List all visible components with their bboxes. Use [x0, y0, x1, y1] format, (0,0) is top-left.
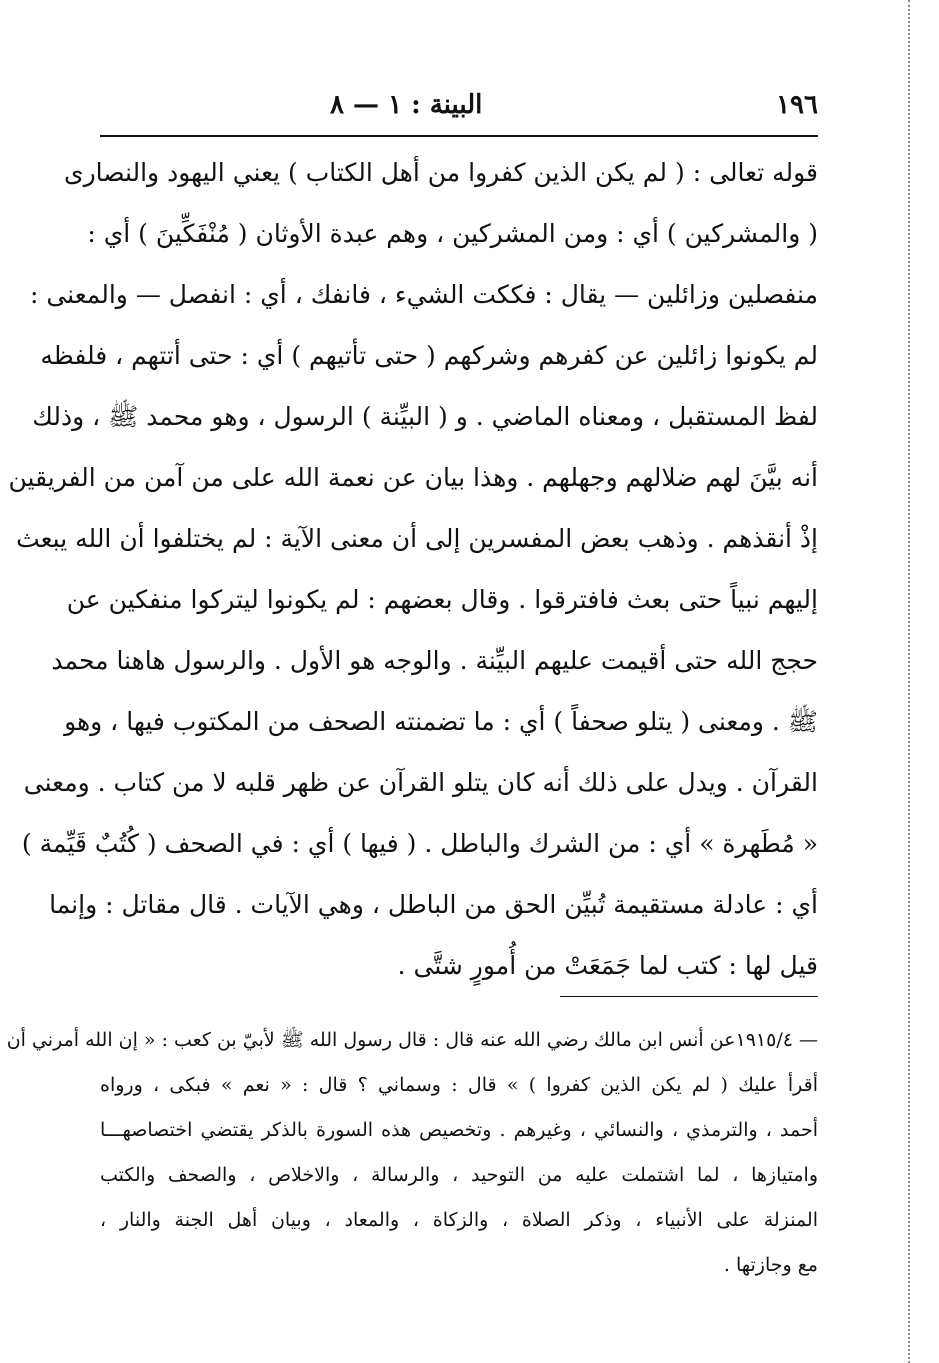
page-header	[100, 90, 818, 130]
text-line: لم يكونوا زائلين عن كفرهم وشركهم ( حتى تأتيهم ) أي : حتى أتتهم ، فلفظه	[40, 341, 818, 370]
text-line: القرآن . ويدل على ذلك أنه كان يتلو القرآن عن ظهر قلبه لا من كتاب . ومعنى	[23, 768, 818, 797]
text-line: « مُطَهرة » أي : من الشرك والباطل . ( فيها ) أي : في الصحف ( كُتُبٌ قَيِّمة )	[21, 829, 818, 858]
text-line: قيل لها : كتب لما جَمَعَتْ من أُمورٍ شتَّى .	[397, 951, 818, 980]
running-head: البينة : ١ — ٨	[330, 90, 483, 120]
text-line: ( والمشركين ) أي : ومن المشركين ، وهم عبدة الأوثان ( مُنْفَكِّينَ ) أي :	[87, 219, 818, 248]
text-line: إذْ أنقذهم . وذهب بعض المفسرين إلى أن معنى الآية : لم يختلفوا أن الله يبعث	[16, 524, 818, 553]
header-rule	[100, 135, 818, 137]
footnote-line: — ١٩١٥/٤عن أنس ابن مالك رضي الله عنه قال : قال رسول الله ﷺ لأبيّ بن كعب : « إن الله أمرني أن	[6, 1029, 818, 1051]
main-text	[8, 142, 818, 996]
text-line: لفظ المستقبل ، ومعناه الماضي . و ( البيِّنة ) الرسول ، وهو محمد ﷺ ، وذلك	[32, 402, 818, 431]
text-line: أنه بيَّنَ لهم ضلالهم وجهلهم . وهذا بيان عن نعمة الله على من آمن من الفريقين	[8, 463, 818, 492]
footnote-line: أحمد ، والترمذي ، والنسائي ، وغيرهم . وتخصيص هذه السورة بالذكر يقتضي اختصاصهـــا	[100, 1119, 818, 1141]
footnote-line: وامتيازها ، لما اشتملت عليه من التوحيد ، والرسالة ، والاخلاص ، والصحف والكتب	[100, 1164, 818, 1186]
footnote-line: أقرأ عليك ( لم يكن الذين كفروا ) » قال : وسماني ؟ قال : « نعم » فبكى ، ورواه	[100, 1074, 818, 1096]
text-line: ﷺ . ومعنى ( يتلو صحفاً ) أي : ما تضمنته الصحف من المكتوب فيها ، وهو	[64, 707, 818, 736]
footnote-line: المنزلة على الأنبياء ، وذكر الصلاة ، والزكاة ، والمعاد ، وبيان أهل الجنة والنار ،	[100, 1209, 818, 1231]
footnote	[6, 1018, 818, 1288]
text-line: إليهم نبياً حتى بعث فافترقوا . وقال بعضهم : لم يكونوا ليتركوا منفكين عن	[66, 585, 818, 614]
text-line: منفصلين وزائلين — يقال : فككت الشيء ، فانفك ، أي : انفصل — والمعنى :	[29, 280, 818, 309]
text-line: أي : عادلة مستقيمة تُبيِّن الحق من الباطل ، وهي الآيات . قال مقاتل : وإنما	[49, 890, 818, 919]
footnote-rule	[560, 996, 818, 997]
margin-dotted-line	[908, 0, 910, 1363]
page-number: ١٩٦	[776, 90, 818, 120]
text-line: قوله تعالى : ( لم يكن الذين كفروا من أهل الكتاب ) يعني اليهود والنصارى	[64, 158, 818, 187]
text-line: حجج الله حتى أقيمت عليهم البيِّنة . والوجه هو الأول . والرسول هاهنا محمد	[51, 646, 818, 675]
footnote-line: مع وجازتها .	[723, 1254, 818, 1276]
